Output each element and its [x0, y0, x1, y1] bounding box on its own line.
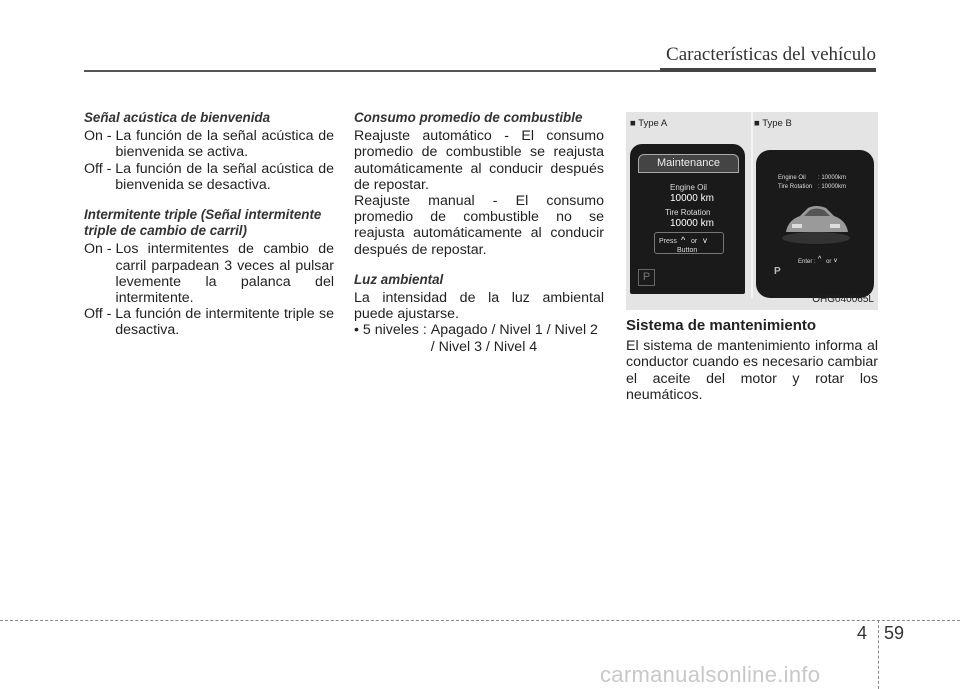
page-number: 59 [884, 623, 905, 643]
chevron-down-icon: v [703, 236, 707, 245]
footer-rule [0, 620, 960, 621]
engine-oil-value: 10000 km [670, 193, 714, 204]
chevron-up-icon: ^ [818, 256, 822, 263]
paragraph-auto-reset: Reajuste automático - El consumo promedio de combustible se reajusta automáticamente al conducir después de repostar. [354, 128, 604, 193]
section-heading-maintenance: Sistema de mantenimiento [626, 317, 817, 334]
section-title-ambient-light: Luz ambiental [354, 271, 444, 287]
figure-label-type-b: ■ Type B [754, 118, 792, 129]
bullet-value: Apagado / Nivel 1 / Nivel 2 / Nivel 3 / Nivel 4 [430, 322, 598, 355]
park-icon: P [638, 269, 655, 286]
section-title-triple-turn [84, 207, 334, 239]
tire-rotation-value: : 10000km [818, 184, 847, 190]
maintenance-figure [626, 112, 878, 310]
bullet-item [354, 322, 604, 354]
section-title-line: Intermitente triple (Señal intermitente [84, 207, 322, 223]
enter-label: Enter : [798, 259, 816, 265]
chapter-number: 4 [857, 623, 868, 643]
column-1 [84, 110, 334, 339]
list-item [84, 306, 334, 338]
engine-oil-label: Engine Oil [778, 175, 806, 181]
column-2 [354, 110, 604, 355]
tire-rotation-label: Tire Rotation [778, 184, 813, 190]
figure-code: OHG040065L [812, 293, 874, 305]
list-item [84, 241, 334, 306]
paragraph-ambient-light: La intensidad de la luz ambiental puede ajustarse. [354, 290, 604, 323]
engine-oil-label: Engine Oil [670, 183, 707, 192]
list-item [84, 128, 334, 160]
item-key: On - [84, 128, 116, 145]
tire-rotation-value: 10000 km [670, 218, 714, 229]
park-icon: P [774, 265, 781, 277]
chevron-down-icon: v [834, 258, 837, 264]
section-title-fuel-economy: Consumo promedio de combustible [354, 110, 583, 125]
display-type-b [756, 150, 874, 298]
or-label: or [826, 259, 832, 265]
chevron-up-icon: ^ [681, 235, 686, 245]
press-label: Press [659, 238, 677, 245]
engine-oil-value: : 10000km [818, 175, 847, 181]
item-value: La función de intermitente triple se desactiva. [115, 306, 334, 339]
watermark-text: carmanualsonline.info [600, 662, 821, 687]
or-label: or [691, 238, 698, 245]
page-header-title: Características del vehículo [666, 44, 876, 65]
column-3 [626, 112, 878, 403]
tire-rotation-label: Tire Rotation [665, 208, 711, 217]
button-label: Button [677, 247, 698, 254]
list-item [84, 161, 334, 193]
bullet-key: • 5 niveles : [354, 322, 431, 339]
item-value: La función de la señal acústica de bienvenida se desactiva. [115, 160, 334, 193]
paragraph-maintenance: El sistema de mantenimiento informa al conductor cuando es necesario cambiar el aceite del motor y rotar los neumáticos. [626, 338, 878, 403]
paragraph-manual-reset: Reajuste manual - El consumo promedio de combustible no se reajusta automáticamente al conducir después de repostar. [354, 193, 604, 258]
display-header: Maintenance [638, 154, 739, 173]
section-title-line: triple de cambio de carril) [84, 223, 247, 239]
press-button-hint [654, 232, 724, 254]
car-icon [778, 198, 854, 246]
figure-label-type-a: ■ Type A [630, 118, 668, 129]
display-type-a [630, 144, 745, 294]
item-key: On - [84, 241, 116, 258]
item-key: Off - [84, 160, 116, 177]
header-rule-accent [660, 68, 876, 72]
section-title-welcome-chime: Señal acústica de bienvenida [84, 110, 271, 125]
item-key: Off - [84, 306, 116, 323]
item-value: La función de la señal acústica de bienvenida se activa. [115, 128, 334, 161]
footer-divider [878, 620, 879, 689]
item-value: Los intermitentes de cambio de carril parpadean 3 veces al pulsar levemente la palanca del intermitente. [115, 241, 334, 307]
